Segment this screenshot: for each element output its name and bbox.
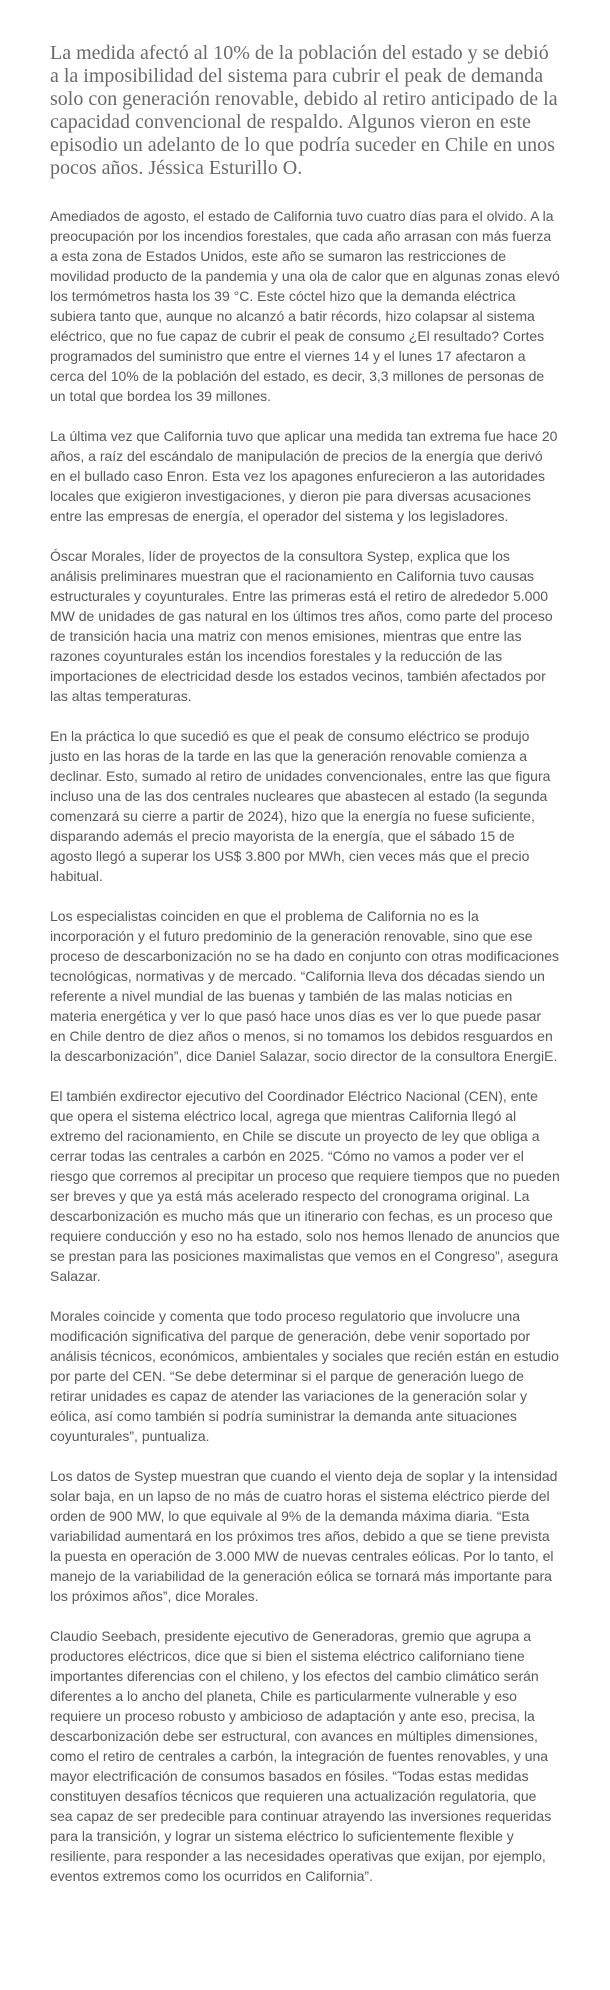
- lead-paragraph: [50, 42, 560, 180]
- article-paragraph: Morales coincide y comenta que todo proceso regulatorio que involucre una modificación significativa del parque de generación, debe venir soportado por análisis técnicos, económicos, ambientales y sociales que recién están en estudio por parte del CEN. “Se debe determinar si el parque de generación luego de retirar unidades es capaz de atender las variaciones de la generación solar y eólica, así como también si podría suministrar la demanda ante situaciones coyunturales”, puntualiza.: [50, 1308, 559, 1444]
- article-paragraph: En la práctica lo que sucedió es que el peak de consumo eléctrico se produjo justo en las horas de la tarde en las que la generación renovable comienza a declinar. Esto, sumado al retiro de unidades convencionales, entre las que figura incluso una de las dos centrales nucleares que abastecen al estado (la segunda comenzará su cierre a partir de 2024), hizo que la energía no fuese suficiente, disparando además el precio mayorista de la energía, que el sábado 15 de agosto llegó a superar los US$ 3.800 por MWh, cien veces más que el precio habitual.: [50, 728, 551, 884]
- article-paragraph: Óscar Morales, líder de proyectos de la consultora Systep, explica que los análisis preliminares muestran que el racionamiento en California tuvo causas estructurales y coyunturales. Entre las primeras está el retiro de alrededor 5.000 MW de unidades de gas natural en los últimos tres años, como parte del proceso de transición hacia una matriz con menos emisiones, mientras que entre las razones coyunturales están los incendios forestales y la reducción de las importaciones de electricidad desde los estados vecinos, también afectados por las altas temperaturas.: [50, 548, 553, 704]
- article-paragraph: Amediados de agosto, el estado de California tuvo cuatro días para el olvido. A la preocupación por los incendios forestales, que cada año arrasan con más fuerza a esta zona de Estados Unidos, este año se sumaron las restricciones de movilidad producto de la pandemia y una ola de calor que en algunas zonas elevó los termómetros hasta los 39 °C. Este cóctel hizo que la demanda eléctrica subiera tanto que, aunque no alcanzó a batir récords, hizo colapsar al sistema eléctrico, que no fue capaz de cubrir el peak de consumo ¿El resultado? Cortes programados del suministro que entre el viernes 14 y el lunes 17 afectaron a cerca del 10% de la población del estado, es decir, 3,3 millones de personas de un total que bordea los 39 millones.: [50, 208, 560, 404]
- article-paragraph: Los datos de Systep muestran que cuando el viento deja de soplar y la intensidad solar baja, en un lapso de no más de cuatro horas el sistema eléctrico pierde del orden de 900 MW, lo que equivale al 9% de la demanda máxima diaria. “Esta variabilidad aumentará en los próximos tres años, debido a que se tiene prevista la puesta en operación de 3.000 MW de nuevas centrales eólicas. Por lo tanto, el manejo de la variabilidad de la generación eólica se tornará más importante para los próximos años”, dice Morales.: [50, 1468, 558, 1604]
- byline: Jéssica Esturillo O.: [148, 157, 303, 179]
- article-paragraph: Claudio Seebach, presidente ejecutivo de Generadoras, gremio que agrupa a productores eléctricos, dice que si bien el sistema eléctrico californiano tiene importantes diferencias con el chileno, y los efectos del cambio climático serán diferentes a lo ancho del planeta, Chile es particularmente vulnerable y eso requiere un proceso robusto y ambicioso de adaptación y ante eso, precisa, la descarbonización debe ser estructural, con avances en múltiples dimensiones, como el retiro de centrales a carbón, la integración de fuentes renovables, y una mayor electrificación de consumos basados en fósiles. “Todas estas medidas constituyen desafíos técnicos que requieren una actualización regulatoria, que sea capaz de ser predecible para continuar atrayendo las inversiones requeridas para la transición, y lograr un sistema eléctrico lo suficientemente flexible y resiliente, para responder a las necesidades operativas que exijan, por ejemplo, eventos extremos como los ocurridos en California”.: [50, 1628, 552, 1884]
- article-paragraph: Los especialistas coinciden en que el problema de California no es la incorporación y el futuro predominio de la generación renovable, sino que ese proceso de descarbonización no se ha dado en conjunto con otras modificaciones tecnológicas, normativas y de mercado. “California lleva dos décadas siendo un referente a nivel mundial de las buenas y también de las malas noticias en materia energética y ver lo que pasó hace unos días es ver lo que puede pasar en Chile dentro de diez años o menos, si no tomamos los debidos resguardos en la descarbonización”, dice Daniel Salazar, socio director de la consultora EnergiE.: [50, 908, 559, 1064]
- article-paragraph: La última vez que California tuvo que aplicar una medida tan extrema fue hace 20 años, a raíz del escándalo de manipulación de precios de la energía que derivó en el bullado caso Enron. Esta vez los apagones enfurecieron a las autoridades locales que exigieron investigaciones, y dieron pie para diversas acusaciones entre las empresas de energía, el operador del sistema y los legisladores.: [50, 428, 558, 524]
- article-paragraph: El también exdirector ejecutivo del Coordinador Eléctrico Nacional (CEN), ente que opera el sistema eléctrico local, agrega que mientras California llegó al extremo del racionamiento, en Chile se discute un proyecto de ley que obliga a cerrar todas las centrales a carbón en 2025. “Cómo no vamos a poder ver el riesgo que corremos al precipitar un proceso que requiere tiempos que no pueden ser breves y que ya está más acelerado respecto del cronograma original. La descarbonización es mucho más que un itinerario con fechas, es un proceso que requiere conducción y eso no ha estado, solo nos hemos llenado de anuncios que se prestan para las posiciones maximalistas que vemos en el Congreso”, asegura Salazar.: [50, 1088, 560, 1284]
- lead-text: La medida afectó al 10% de la población del estado y se debió a la imposibilidad del sistema para cubrir el peak de demanda solo con generación renovable, debido al retiro anticipado de la capacidad convencional de respaldo. Algunos vieron en este episodio un adelanto de lo que podría suceder en Chile en unos pocos años.: [50, 42, 558, 179]
